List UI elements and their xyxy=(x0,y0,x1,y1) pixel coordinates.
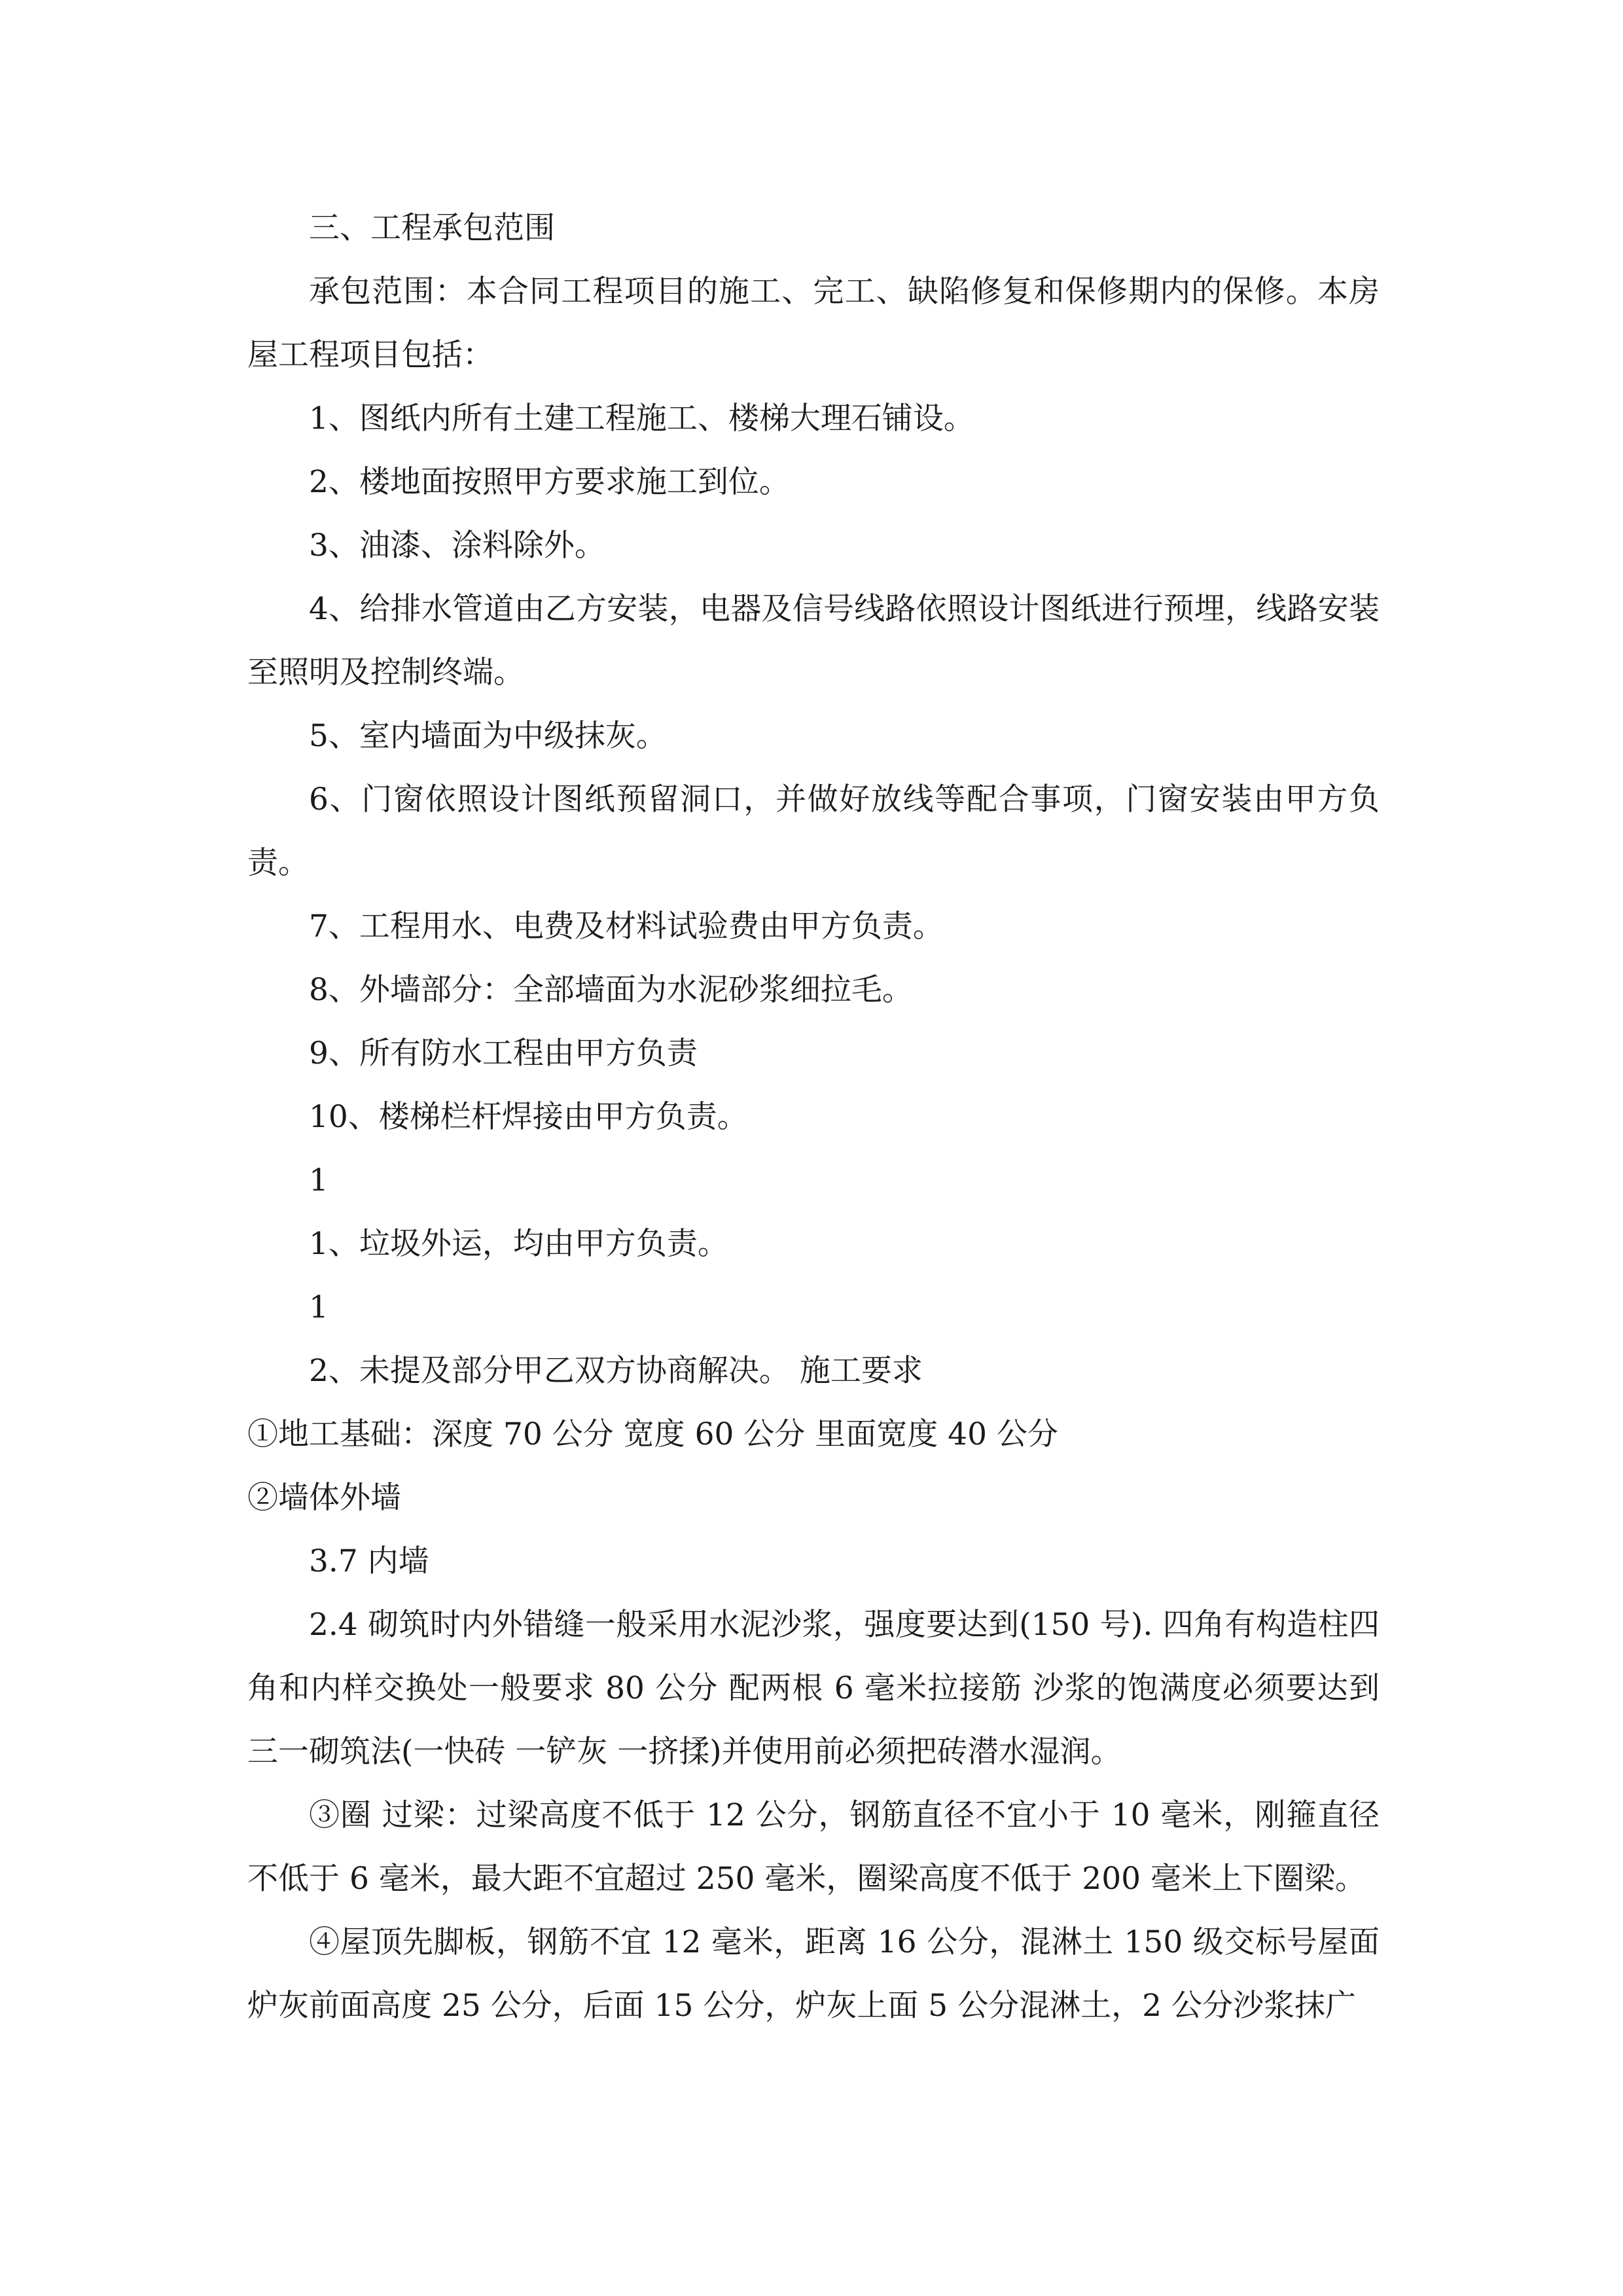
requirement-roof: ④屋顶先脚板，钢筋不宜 12 毫米，距离 16 公分，混淋土 150 级交标号屋面炉灰前面高度 25 公分，后面 15 公分，炉灰上面 5 公分混淋土，2 公分沙浆抹广 xyxy=(247,1924,1380,2024)
scope-item-2: 2、楼地面按照甲方要求施工到位。 xyxy=(309,464,790,500)
scope-item-10: 10、楼梯栏杆焊接由甲方负责。 xyxy=(309,1099,748,1135)
scope-intro-paragraph: 承包范围：本合同工程项目的施工、完工、缺陷修复和保修期内的保修。本房屋工程项目包括： xyxy=(247,274,1380,373)
stray-number-2: 1 xyxy=(309,1289,329,1325)
scope-item-5: 5、室内墙面为中级抹灰。 xyxy=(309,718,667,754)
scope-item-7: 7、工程用水、电费及材料试验费由甲方负责。 xyxy=(309,908,944,944)
scope-item-4: 4、给排水管道由乙方安装，电器及信号线路依照设计图纸进行预埋，线路安装至照明及控制终端。 xyxy=(247,591,1380,691)
stray-number-1: 1 xyxy=(309,1162,329,1198)
requirement-interior-wall: 3.7 内墙 xyxy=(309,1543,429,1579)
requirement-exterior-wall: ②墙体外墙 xyxy=(247,1480,401,1516)
scope-item-garbage: 1、垃圾外运，均由甲方负责。 xyxy=(309,1226,728,1262)
requirement-foundation: ①地工基础：深度 70 公分 宽度 60 公分 里面宽度 40 公分 xyxy=(247,1416,1058,1452)
requirement-masonry: 2.4 砌筑时内外错缝一般采用水泥沙浆，强度要达到(150 号). 四角有构造柱四角和内样交换处一般要求 80 公分 配两根 6 毫米拉接筋 沙浆的饱满度必须要达到三一砌筑法(一快砖 一铲灰 一挤揉)并使用前必须把砖潜水湿润。 xyxy=(247,1607,1380,1770)
scope-item-1: 1、图纸内所有土建工程施工、楼梯大理石铺设。 xyxy=(309,401,974,437)
document-body xyxy=(247,196,1380,2037)
section-heading: 三、工程承包范围 xyxy=(309,210,555,246)
requirement-beam: ③圈 过梁：过梁高度不低于 12 公分，钢筋直径不宜小于 10 毫米，刚箍直径不低于 6 毫米，最大距不宜超过 250 毫米，圈梁高度不低于 200 毫米上下圈梁。 xyxy=(247,1797,1380,1897)
scope-item-6: 6、门窗依照设计图纸预留洞口，并做好放线等配合事项，门窗安装由甲方负责。 xyxy=(247,781,1380,881)
scope-item-unmentioned: 2、未提及部分甲乙双方协商解决。 施工要求 xyxy=(309,1353,923,1389)
scope-item-3: 3、油漆、涂料除外。 xyxy=(309,528,605,564)
scope-item-8: 8、外墙部分：全部墙面为水泥砂浆细拉毛。 xyxy=(309,972,913,1008)
scope-item-9: 9、所有防水工程由甲方负责 xyxy=(309,1035,698,1071)
